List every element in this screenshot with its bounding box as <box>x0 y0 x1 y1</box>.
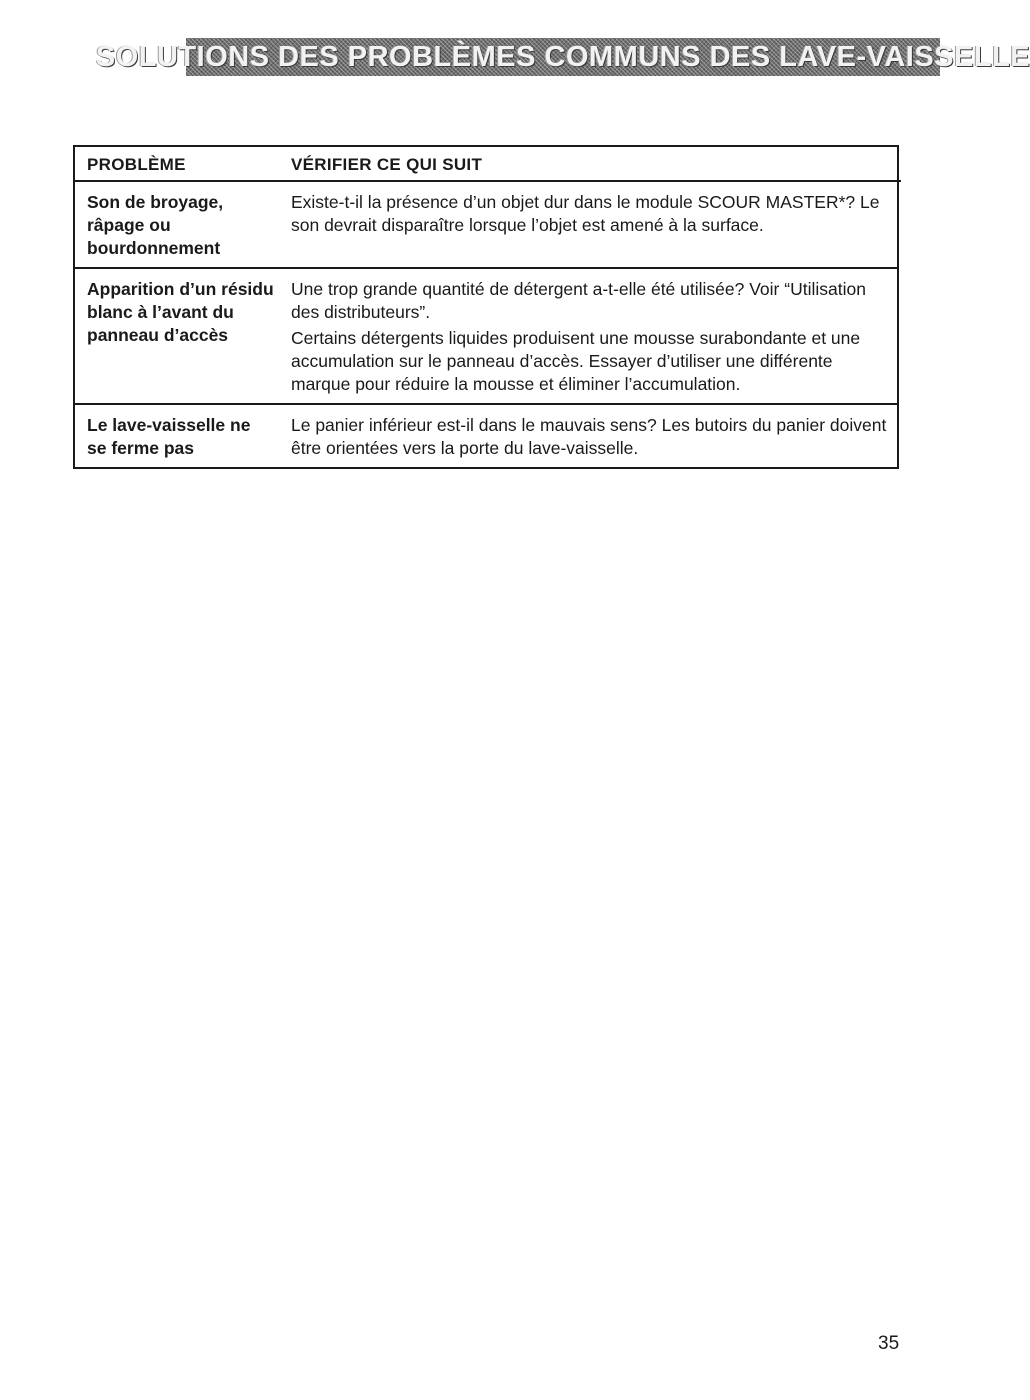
problem-cell: Apparition d’un résidu blanc à l’avant du panneau d’accès <box>87 279 274 345</box>
page-number: 35 <box>878 1333 900 1354</box>
column-header-check: VÉRIFIER CE QUI SUIT <box>291 155 483 174</box>
table-header-row <box>75 147 897 180</box>
check-cell <box>291 414 887 460</box>
banner-title: SOLUTIONS DES PROBLÈMES COMMUNS DES LAVE-VAISSELLE <box>95 40 1030 73</box>
table-row <box>75 267 897 403</box>
check-text: Existe-t-il la présence d’un objet dur dans le module SCOUR MASTER*? Le son devrait disparaître lorsque l’objet est amené à la surface. <box>291 192 880 235</box>
section-banner <box>95 38 1030 76</box>
check-text: Le panier inférieur est-il dans le mauvais sens? Les butoirs du panier doivent être orientées vers la porte du lave-vaisselle. <box>291 415 887 458</box>
table-row <box>75 180 901 267</box>
check-cell <box>291 191 891 260</box>
troubleshooting-table <box>73 145 899 469</box>
column-header-problem: PROBLÈME <box>87 155 186 174</box>
problem-cell: Son de broyage, râpage ou bourdonnement <box>87 192 224 258</box>
check-text: Certains détergents liquides produisent une mousse surabondante et une accumulation sur le panneau d’accès. Essayer d’utiliser une différente marque pour réduire la mousse et éliminer l’accumulation. <box>291 328 861 394</box>
check-cell <box>291 278 887 396</box>
problem-cell: Le lave-vaisselle ne se ferme pas <box>87 415 251 458</box>
check-text: Une trop grande quantité de détergent a-t-elle été utilisée? Voir “Utilisation des distributeurs”. <box>291 279 866 322</box>
table-row <box>75 403 897 467</box>
